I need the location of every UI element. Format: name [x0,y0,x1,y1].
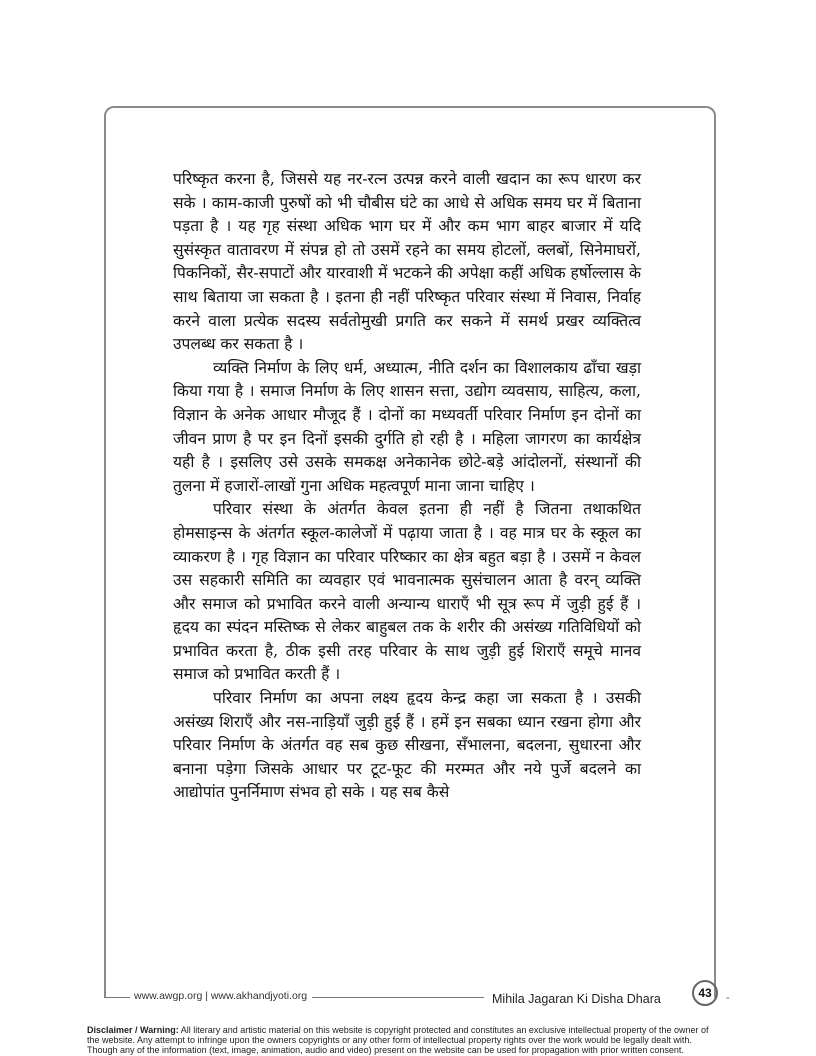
disclaimer-text: All literary and artistic material on this website is copyright protected and constitutes an exclusive intellectual property of the owner of the website. Any attempt to infringe upon the owners copyrights or any other form of intellectual property rights over the work would be legally dealt with. Though any of the information (text, image, animation, audio and video) present on the website can be used for propagation with prior written consent. [87,1025,709,1055]
paragraph-4: परिवार निर्माण का अपना लक्ष्य हृदय केन्द्र कहा जा सकता है । उसकी असंख्य शिराएँ और नस-नाड़ियाँ जुड़ी हुई हैं । हमें इन सबका ध्यान रखना होगा और परिवार निर्माण के अंतर्गत वह सब कुछ सीखना, सँभालना, बदलना, सुधारना और बनाना पड़ेगा जिसके आधार पर टूट-फूट की मरम्मत और नये पुर्जे बदलने का आद्योपांत पुनर्निमाण संभव हो सके । यह सब कैसे [173,689,641,802]
footer-links[interactable]: www.awgp.org | www.akhandjyoti.org [134,990,308,1002]
paragraph-1: परिष्कृत करना है, जिससे यह नर-रत्न उत्पन्न करने वाली खदान का रूप धारण कर सके । काम-काजी पुरुषों को भी चौबीस घंटे का आधे से अधिक समय घर में बिताना पड़ता है । यह गृह संस्था अधिक भाग घर में और कम भाग बाहर बाजार में यदि सुसंस्कृत वातावरण में संपन्न हो तो उसमें रहने का समय होटलों, क्लबों, सिनेमाघरों, पिकनिकों, सैर-सपाटों और यारवाशी में भटकने की अपेक्षा कहीं अधिक हर्षोल्लास के साथ बिताया जा सकता है । इतना ही नहीं परिष्कृत परिवार संस्था में निवास, निर्वाह करने वाला प्रत्येक सदस्य सर्वतोमुखी प्रगति कर सकने में समर्थ प्रखर व्यक्तित्व उपलब्ध कर सकता है । [173,170,641,354]
paragraph-3: परिवार संस्था के अंतर्गत केवल इतना ही नहीं है जितना तथाकथित होमसाइन्स के अंतर्गत स्कूल-कालेजों में पढ़ाया जाता है । वह मात्र घर के स्कूल का व्याकरण है । गृह विज्ञान का परिवार परिष्कार का क्षेत्र बहुत बड़ा है । उसमें न केवल उस सहकारी समिति का व्यवहार एवं भावनात्मक सुसंचालन आता है वरन् व्यक्ति और समाज को प्रभावित करने वाली अन्यान्य धाराएँ भी सूत्र रूप में जुड़ी हुई हैं । हृदय का स्पंदन मस्तिष्क से लेकर बाहुबल तक के शरीर की असंख्य गतिविधियों को प्रभावित करता है, ठीक इसी तरह परिवार के साथ जुड़ी हुई शिराएँ समूचे मानव समाज को प्रभावित करती हैं । [173,500,641,684]
disclaimer-label: Disclaimer / Warning: [87,1025,179,1035]
paragraph-2: व्यक्ति निर्माण के लिए धर्म, अध्यात्म, नीति दर्शन का विशालकाय ढाँचा खड़ा किया गया है । समाज निर्माण के लिए शासन सत्ता, उद्योग व्यवसाय, साहित्य, कला, विज्ञान के अनेक आधार मौजूद हैं । दोनों का मध्यवर्ती परिवार निर्माण इन दोनों का जीवन प्राण है पर इन दिनों इसकी दुर्गति हो रही है । महिला जागरण का कार्यक्षेत्र यही है । इसलिए उसे उसके समकक्ष अनेकानेक छोटे-बड़े आंदोलनों, संस्थानों की तुलना में हजारों-लाखों गुना अधिक महत्वपूर्ण माना जाना चाहिए । [173,358,641,495]
body-text [173,168,641,805]
footer-rule-left [104,997,130,998]
disclaimer [87,1025,717,1056]
page-dash: - [726,992,730,1004]
footer-book-title: Mihila Jagaran Ki Disha Dhara [492,992,661,1006]
footer-rule-mid [312,997,484,998]
page-number: 43 [698,986,712,1000]
page-number-badge [692,980,718,1006]
